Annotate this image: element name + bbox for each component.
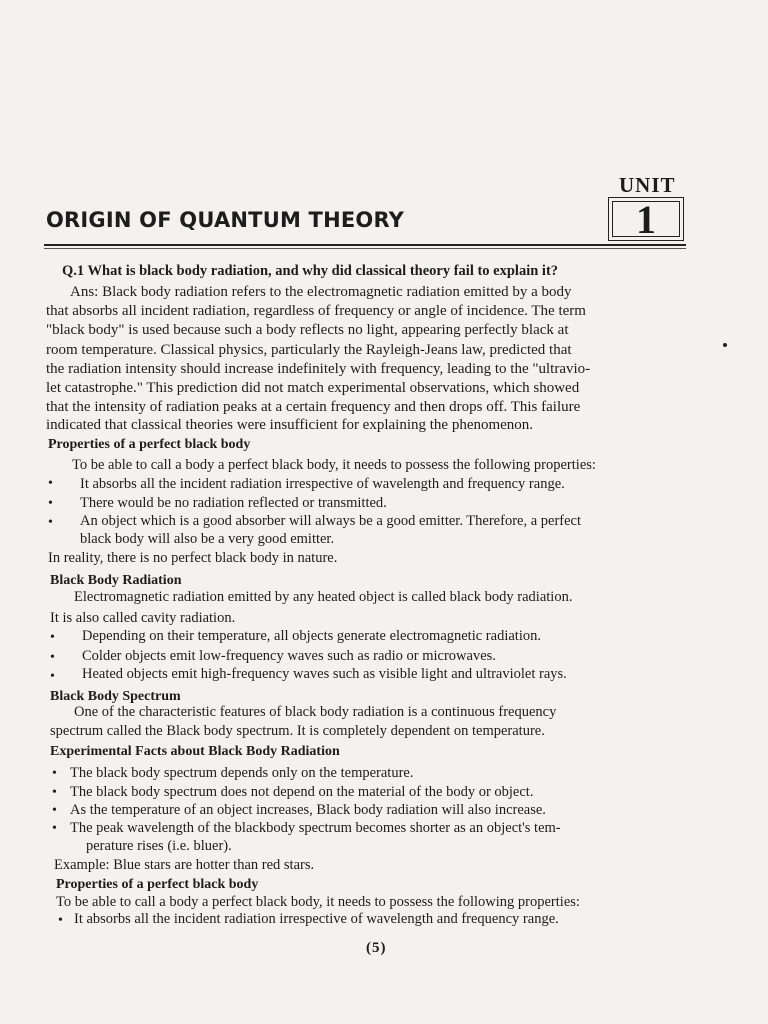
bullet-text: Colder objects emit low-frequency waves such as radio or microwaves. [82,648,496,664]
bullet-text: Depending on their temperature, all objects generate electromagnetic radiation. [82,628,541,644]
bullet-text: As the temperature of an object increases, Black body radiation will also increase. [70,802,546,818]
paragraph: To be able to call a body a perfect black body, it needs to possess the following properties: [72,457,596,473]
bullet-text: It absorbs all the incident radiation irrespective of wavelength and frequency range. [80,476,565,492]
answer-line: that absorbs all incident radiation, regardless of frequency or angle of incidence. The term [46,303,586,319]
bullet-text: The peak wavelength of the blackbody spectrum becomes shorter as an object's tem- [70,820,561,836]
bullet-icon: • [50,669,55,684]
bullet-icon: • [48,476,53,491]
title-rule-thin [44,248,686,249]
answer-line: the radiation intensity should increase indefinitely with frequency, leading to the "ultravio- [46,361,591,377]
bullet-icon: • [52,803,57,818]
section-heading: Experimental Facts about Black Body Radiation [50,744,340,759]
paragraph: To be able to call a body a perfect black body, it needs to possess the following properties: [56,894,580,910]
chapter-title: ORIGIN OF QUANTUM THEORY [46,208,405,232]
paragraph: Example: Blue stars are hotter than red stars. [54,857,315,873]
bullet-icon: • [52,766,57,781]
margin-dot [723,343,727,347]
bullet-text-continued: perature rises (i.e. bluer). [86,838,232,854]
bullet-text: The black body spectrum does not depend on the material of the body or object. [70,784,534,800]
question-heading: Q.1 What is black body radiation, and why did classical theory fail to explain it? [62,263,559,279]
paragraph: It is also called cavity radiation. [50,610,236,626]
bullet-text: Heated objects emit high-frequency waves such as visible light and ultraviolet rays. [82,666,567,682]
paragraph: Electromagnetic radiation emitted by any heated object is called black body radiation. [74,589,573,605]
page-number: (5) [366,940,387,956]
section-heading: Black Body Radiation [50,573,182,588]
bullet-icon: • [52,821,57,836]
paragraph: spectrum called the Black body spectrum. It is completely dependent on temperature. [50,723,545,739]
section-heading: Properties of a perfect black body [48,437,251,452]
bullet-icon: • [58,913,63,928]
paragraph: In reality, there is no perfect black body in nature. [48,550,338,566]
bullet-icon: • [50,630,55,645]
section-heading: Black Body Spectrum [50,689,181,704]
bullet-text: There would be no radiation reflected or transmitted. [80,495,387,511]
answer-line: indicated that classical theories were insufficient for explaining the phenomenon. [46,417,534,433]
bullet-icon: • [48,515,53,530]
title-rule [44,244,686,246]
unit-number: 1 [612,201,680,237]
section-heading: Properties of a perfect black body [56,877,259,892]
answer-line: room temperature. Classical physics, particularly the Rayleigh-Jeans law, predicted that [46,342,572,358]
answer-line: Ans: Black body radiation refers to the electromagnetic radiation emitted by a body [70,284,572,300]
answer-line: "black body" is used because such a body reflects no light, appearing perfectly black at [46,322,569,338]
bullet-icon: • [50,650,55,665]
paragraph: One of the characteristic features of black body radiation is a continuous frequency [74,704,557,720]
bullet-text-continued: black body will also be a very good emitter. [80,531,335,547]
bullet-text: An object which is a good absorber will always be a good emitter. Therefore, a perfect [80,513,582,529]
bullet-text: The black body spectrum depends only on the temperature. [70,765,414,781]
bullet-text: It absorbs all the incident radiation irrespective of wavelength and frequency range. [74,911,559,927]
answer-line: that the intensity of radiation peaks at a certain frequency and then drops off. This failure [46,399,581,415]
answer-line: let catastrophe." This prediction did not match experimental observations, which showed [46,380,580,396]
unit-number-box [608,197,684,241]
unit-label: UNIT [619,173,676,197]
bullet-icon: • [48,496,53,511]
bullet-icon: • [52,785,57,800]
